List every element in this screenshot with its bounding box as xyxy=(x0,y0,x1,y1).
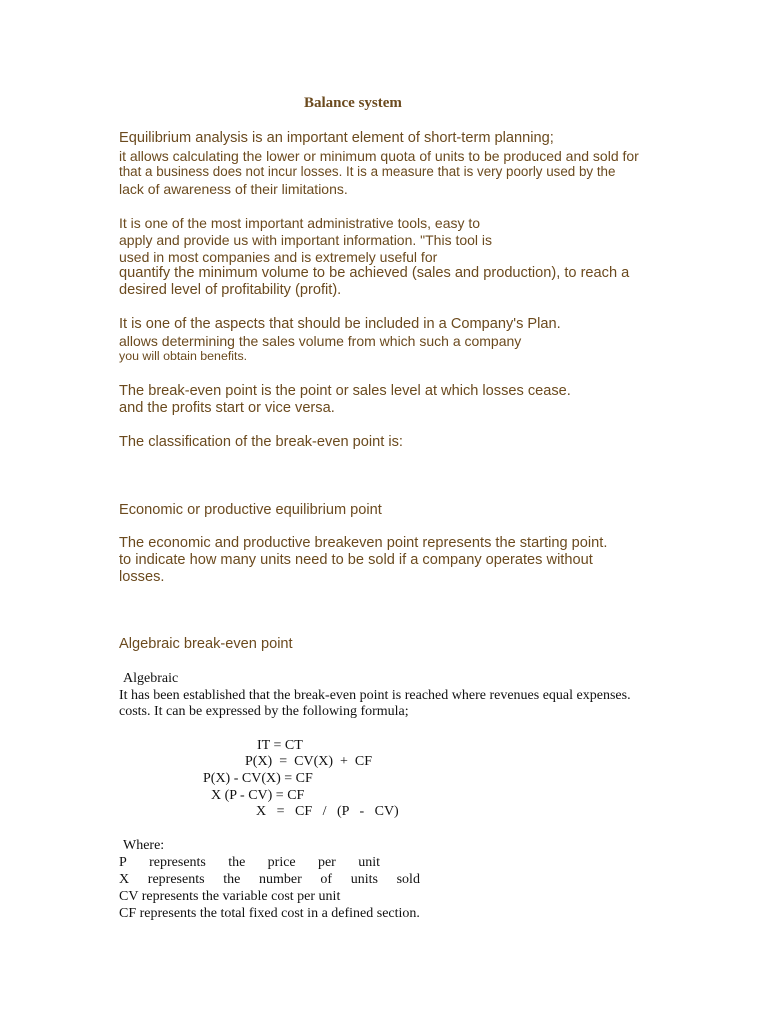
where-x-line xyxy=(119,872,420,888)
where-x-word: the xyxy=(223,872,241,887)
para2-line1: It is one of the most important administrative tools, easy to xyxy=(119,215,481,231)
para3-line1: It is one of the aspects that should be included in a Company's Plan. xyxy=(119,316,561,332)
where-p-word: P xyxy=(119,855,127,870)
where-p-word: unit xyxy=(358,855,380,870)
para1-line4: lack of awareness of their limitations. xyxy=(119,181,348,197)
formula-2: P(X) = CV(X) + CF xyxy=(245,754,373,769)
para2-line2: apply and provide us with important information. "This tool is xyxy=(119,232,493,248)
where-cv: CV represents the variable cost per unit xyxy=(119,889,341,904)
where-x-word: represents xyxy=(147,872,205,887)
where-x-word: number xyxy=(258,872,302,887)
para1-line3: that a business does not incur losses. It is a measure that is very poorly used by the xyxy=(119,164,616,179)
para3-line3: you will obtain benefits. xyxy=(119,349,248,363)
where-p-line xyxy=(119,855,380,871)
algebraic-text-line2: costs. It can be expressed by the following formula; xyxy=(119,704,409,719)
where-p-word: per xyxy=(317,855,336,870)
where-x-word: X xyxy=(119,872,130,887)
algebraic-text-line1: It has been established that the break-even point is reached where revenues equal expenses. xyxy=(119,688,631,703)
formula-5: X = CF / (P - CV) xyxy=(256,804,399,819)
where-p-word: price xyxy=(267,855,296,870)
where-x-word: units xyxy=(350,872,378,887)
para2-line3: used in most companies and is extremely useful for xyxy=(119,249,438,265)
para5: The classification of the break-even point is: xyxy=(119,434,403,450)
para4-line1: The break-even point is the point or sales level at which losses cease. xyxy=(119,383,571,399)
para3-line2: allows determining the sales volume from which such a company xyxy=(119,333,522,349)
algebraic-heading: Algebraic break-even point xyxy=(119,636,293,652)
where-label: Where: xyxy=(123,838,165,853)
para1-line2: it allows calculating the lower or minimum quota of units to be produced and sold for xyxy=(119,148,639,164)
formula-1: IT = CT xyxy=(257,738,303,753)
para4-line2: and the profits start or vice versa. xyxy=(119,400,335,416)
where-x-word: of xyxy=(320,872,333,887)
where-cf: CF represents the total fixed cost in a defined section. xyxy=(119,906,420,921)
para6-line1: The economic and productive breakeven point represents the starting point. xyxy=(119,535,608,551)
formula-4: X (P - CV) = CF xyxy=(211,788,305,803)
formula-3: P(X) - CV(X) = CF xyxy=(203,771,313,786)
where-p-word: the xyxy=(228,855,246,870)
para2-line4: quantify the minimum volume to be achieved (sales and production), to reach a xyxy=(119,265,630,281)
para6-line2: to indicate how many units need to be sold if a company operates without xyxy=(119,552,593,568)
para6-line3: losses. xyxy=(119,569,165,585)
economic-heading: Economic or productive equilibrium point xyxy=(119,502,382,518)
para2-line5: desired level of profitability (profit). xyxy=(119,282,342,298)
where-p-word: represents xyxy=(149,855,206,870)
where-x-word: sold xyxy=(396,872,420,887)
algebraic-label: Algebraic xyxy=(123,671,179,686)
document-title: Balance system xyxy=(304,95,402,111)
para1-line1: Equilibrium analysis is an important element of short-term planning; xyxy=(119,130,554,146)
